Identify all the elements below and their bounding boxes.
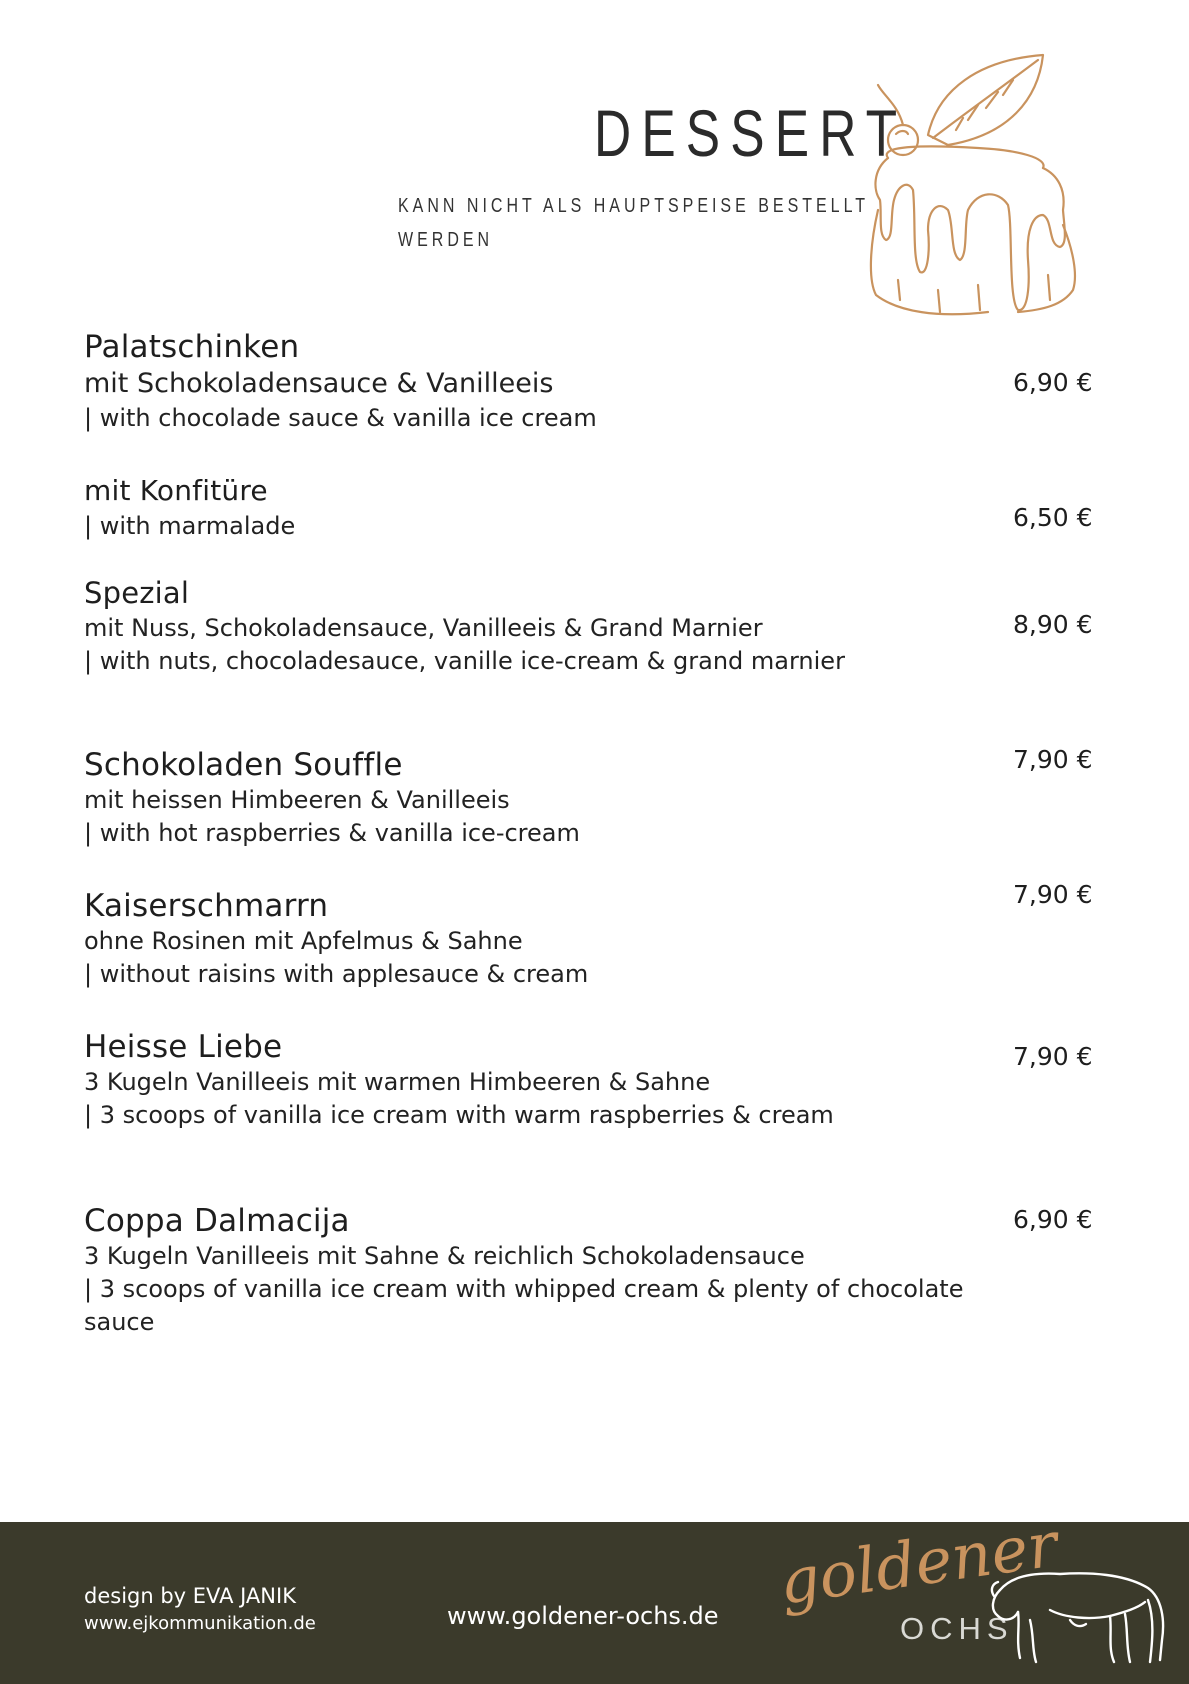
item-name: Schokoladen Souffle	[84, 747, 403, 783]
item-desc-en: | with hot raspberries & vanilla ice-cream	[84, 819, 580, 847]
item-desc-en: | with marmalade	[84, 512, 296, 540]
menu-item-spezial	[84, 574, 845, 678]
item-price: 7,90 €	[1013, 745, 1093, 774]
menu-item-konfituere	[84, 472, 295, 543]
item-name: Coppa Dalmacija	[84, 1203, 350, 1239]
item-desc-de: 3 Kugeln Vanilleeis mit Sahne & reichlich Schokoladensauce	[84, 1242, 805, 1270]
item-price: 8,90 €	[1013, 610, 1093, 639]
item-name: Palatschinken	[84, 329, 300, 365]
menu-item-souffle	[84, 746, 580, 850]
item-price: 7,90 €	[1013, 880, 1093, 909]
restaurant-website-link[interactable]: www.goldener-ochs.de	[447, 1602, 719, 1630]
item-desc-de: mit heissen Himbeeren & Vanilleeis	[84, 786, 510, 814]
item-desc-en: | with chocolade sauce & vanilla ice cream	[84, 404, 597, 432]
subtitle-line-1: KANN NICHT ALS HAUPTSPEISE BESTELLT	[398, 195, 870, 217]
item-name: Heisse Liebe	[84, 1029, 283, 1065]
footer	[0, 1507, 1189, 1684]
logo-wordmark: OCHS	[900, 1611, 1014, 1646]
item-price: 6,90 €	[1013, 1205, 1093, 1234]
item-price: 6,50 €	[1013, 503, 1093, 532]
designer-website-link[interactable]: www.ejkommunikation.de	[84, 1613, 316, 1634]
item-desc-de: ohne Rosinen mit Apfelmus & Sahne	[84, 927, 523, 955]
design-credit: design by EVA JANIK	[84, 1584, 296, 1608]
cake-illustration	[868, 50, 1103, 330]
item-price: 6,90 €	[1013, 368, 1093, 397]
logo-script-text: goldener	[774, 1507, 1062, 1619]
item-price: 7,90 €	[1013, 1042, 1093, 1071]
menu-item-coppa-dalmacija	[84, 1202, 974, 1339]
item-desc-en: | 3 scoops of vanilla ice cream with warm raspberries & cream	[84, 1101, 834, 1129]
subtitle-line-2: WERDEN	[398, 229, 494, 251]
item-desc-en: | 3 scoops of vanilla ice cream with whipped cream & plenty of chocolate sauce	[84, 1275, 964, 1336]
item-desc-en: | without raisins with applesauce & cream	[84, 960, 589, 988]
menu-item-kaiserschmarrn	[84, 887, 588, 991]
item-name: Kaiserschmarrn	[84, 888, 329, 924]
item-desc-de: mit Schokoladensauce & Vanilleeis	[84, 368, 554, 399]
item-desc-en: | with nuts, chocoladesauce, vanille ice-cream & grand marnier	[84, 647, 845, 675]
item-name: Spezial	[84, 576, 190, 610]
page-subtitle	[398, 189, 870, 257]
menu-item-palatschinken	[84, 328, 597, 435]
item-name: mit Konfitüre	[84, 474, 268, 507]
item-desc-de: 3 Kugeln Vanilleeis mit warmen Himbeeren & Sahne	[84, 1068, 711, 1096]
bull-icon	[990, 1560, 1170, 1670]
menu-item-heisse-liebe	[84, 1028, 834, 1132]
item-desc-de: mit Nuss, Schokoladensauce, Vanilleeis & Grand Marnier	[84, 614, 763, 642]
page-title: DESSERT	[594, 96, 908, 170]
